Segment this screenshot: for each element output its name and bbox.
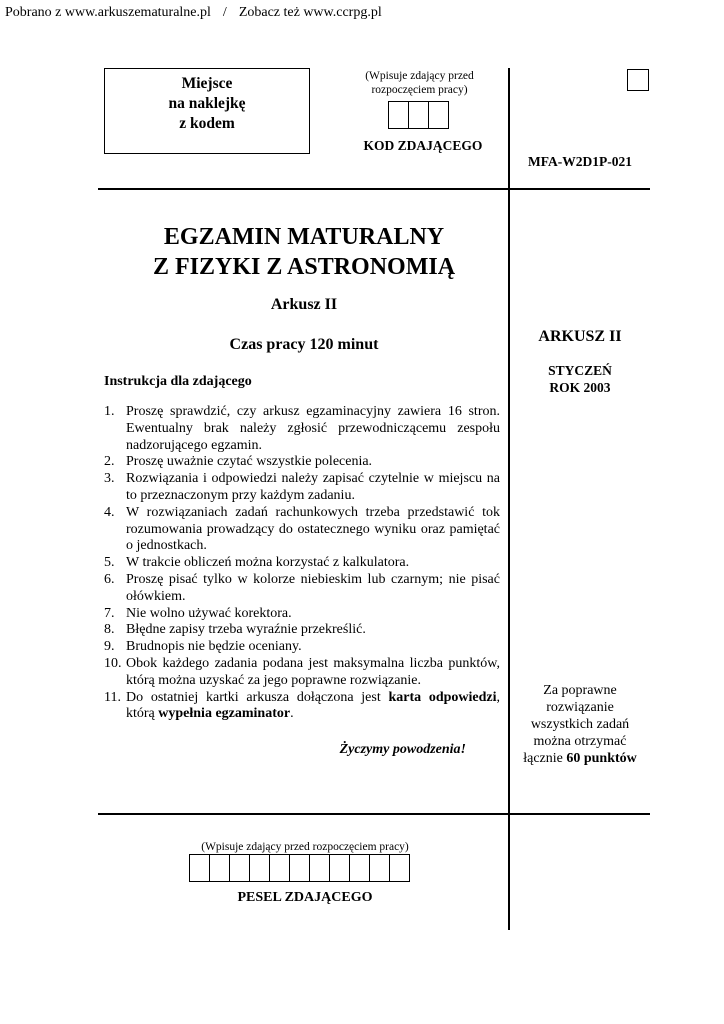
item-text-c: . — [290, 706, 294, 722]
item-number: 4. — [104, 504, 115, 520]
item-number: 9. — [104, 639, 115, 655]
source-right: Zobacz też www.ccrpg.pl — [238, 5, 382, 20]
item-text: Brudnopis nie będzie oceniany. — [126, 639, 302, 655]
instruction-item — [104, 555, 500, 572]
digit-cell[interactable] — [229, 854, 250, 882]
digit-cell[interactable] — [249, 854, 270, 882]
code-label: KOD ZDAJĄCEGO — [363, 138, 483, 153]
digit-cell[interactable] — [209, 854, 230, 882]
item-number: 6. — [104, 571, 115, 587]
instruction-item — [104, 622, 500, 639]
points-line-5 — [510, 750, 650, 767]
digit-cell[interactable] — [189, 854, 210, 882]
exam-month: STYCZEŃ — [548, 363, 612, 378]
sticker-line-3: z kodem — [179, 115, 235, 132]
item-text: W trakcie obliczeń można korzystać z kalkulatora. — [126, 555, 410, 571]
item-text-a: Do ostatniej kartki arkusza dołączona jest — [126, 689, 389, 705]
instruction-item — [104, 404, 500, 454]
bottom-divider — [98, 813, 650, 815]
exam-code: MFA-W2D1P-021 — [528, 154, 632, 169]
source-left: Pobrano z www.arkuszematuralne.pl — [5, 5, 211, 20]
corner-checkbox[interactable] — [627, 69, 649, 91]
digit-cell[interactable] — [369, 854, 390, 882]
item-number: 5. — [104, 555, 115, 571]
points-line-2: rozwiązanie — [546, 700, 614, 715]
code-note-line-2: rozpoczęciem pracy) — [371, 84, 468, 96]
points-line-5-pre: łącznie — [523, 751, 567, 766]
code-input-cells[interactable] — [388, 101, 449, 129]
item-text-b: , którą — [126, 689, 501, 722]
item-number: 8. — [104, 622, 115, 638]
item-text: Obok każdego zadania podana jest maksymalna liczba punktów, którą można uzyskać za jego poprawne rozwiązanie. — [126, 655, 500, 688]
points-line-3: wszystkich zadań — [530, 717, 630, 732]
instruction-item — [104, 606, 500, 623]
header-separator: / — [222, 5, 227, 20]
item-text: Nie wolno używać korektora. — [126, 605, 292, 621]
digit-cell[interactable] — [329, 854, 350, 882]
instruction-item — [104, 505, 500, 555]
digit-cell[interactable] — [289, 854, 310, 882]
points-line-4: można otrzymać — [533, 734, 627, 749]
digit-cell[interactable] — [408, 101, 429, 129]
item-number: 10. — [104, 655, 122, 671]
item-bold-b: wypełnia egzaminator — [158, 706, 291, 722]
item-number: 2. — [104, 454, 115, 470]
digit-cell[interactable] — [389, 854, 410, 882]
exam-year: ROK 2003 — [549, 380, 611, 395]
instruction-item — [104, 471, 500, 505]
item-text: Proszę pisać tylko w kolorze niebieskim lub czarnym; nie pisać ołówkiem. — [126, 571, 500, 604]
sticker-line-1: Miejsce — [181, 75, 233, 92]
item-text: Rozwiązania i odpowiedzi należy zapisać czytelnie w miejscu na to przeznaczonym przy każdym zadaniu. — [126, 471, 500, 503]
code-note-line-1: (Wpisuje zdający przed — [365, 70, 474, 82]
digit-cell[interactable] — [269, 854, 290, 882]
top-divider — [98, 188, 650, 190]
code-note — [342, 69, 497, 97]
right-sheet-label: ARKUSZ II — [538, 328, 622, 345]
pesel-note: (Wpisuje zdający przed rozpoczęciem pracy) — [201, 841, 409, 853]
points-total: 60 punktów — [566, 751, 637, 766]
sticker-line-2: na naklejkę — [168, 95, 246, 112]
item-number: 7. — [104, 605, 115, 621]
points-line-1: Za poprawne — [543, 683, 617, 698]
pesel-input-cells[interactable] — [189, 854, 410, 882]
digit-cell[interactable] — [388, 101, 409, 129]
source-header — [5, 5, 382, 21]
exam-title-line-2: Z FIZYKI Z ASTRONOMIĄ — [152, 254, 456, 280]
instruction-item — [104, 572, 500, 606]
instruction-item — [104, 639, 500, 656]
item-text: Błędne zapisy trzeba wyraźnie przekreślić. — [126, 622, 366, 638]
item-text: Proszę uważnie czytać wszystkie polecenia. — [126, 454, 373, 470]
item-number: 1. — [104, 404, 115, 419]
instructions-list — [104, 404, 500, 723]
sticker-box — [104, 68, 310, 154]
instruction-item — [104, 656, 500, 690]
vertical-divider — [508, 68, 510, 930]
item-bold-a: karta odpowiedzi — [388, 689, 497, 705]
instruction-item — [104, 454, 500, 471]
item-text: Proszę sprawdzić, czy arkusz egzaminacyjny zawiera 16 stron. Ewentualny brak należy zgłosić przewodniczącemu zespołu nadzorującego egzamin. — [126, 404, 500, 453]
duration-label: Czas pracy 120 minut — [229, 336, 379, 353]
item-number: 3. — [104, 471, 115, 487]
good-luck-text: Życzymy powodzenia! — [339, 742, 466, 757]
digit-cell[interactable] — [349, 854, 370, 882]
item-number: 11. — [104, 689, 121, 705]
sheet-label: Arkusz II — [270, 296, 338, 313]
pesel-label: PESEL ZDAJĄCEGO — [237, 890, 373, 905]
exam-title-line-1: EGZAMIN MATURALNY — [163, 224, 445, 250]
exam-date — [510, 362, 650, 396]
item-text: W rozwiązaniach zadań rachunkowych trzeba przedstawić tok rozumowania prowadzący do ostatecznego wyniku oraz pamiętać o jednostkach. — [126, 504, 500, 554]
instruction-item — [104, 690, 500, 724]
digit-cell[interactable] — [309, 854, 330, 882]
digit-cell[interactable] — [428, 101, 449, 129]
points-info — [510, 682, 650, 767]
instructions-title: Instrukcja dla zdającego — [104, 374, 252, 389]
